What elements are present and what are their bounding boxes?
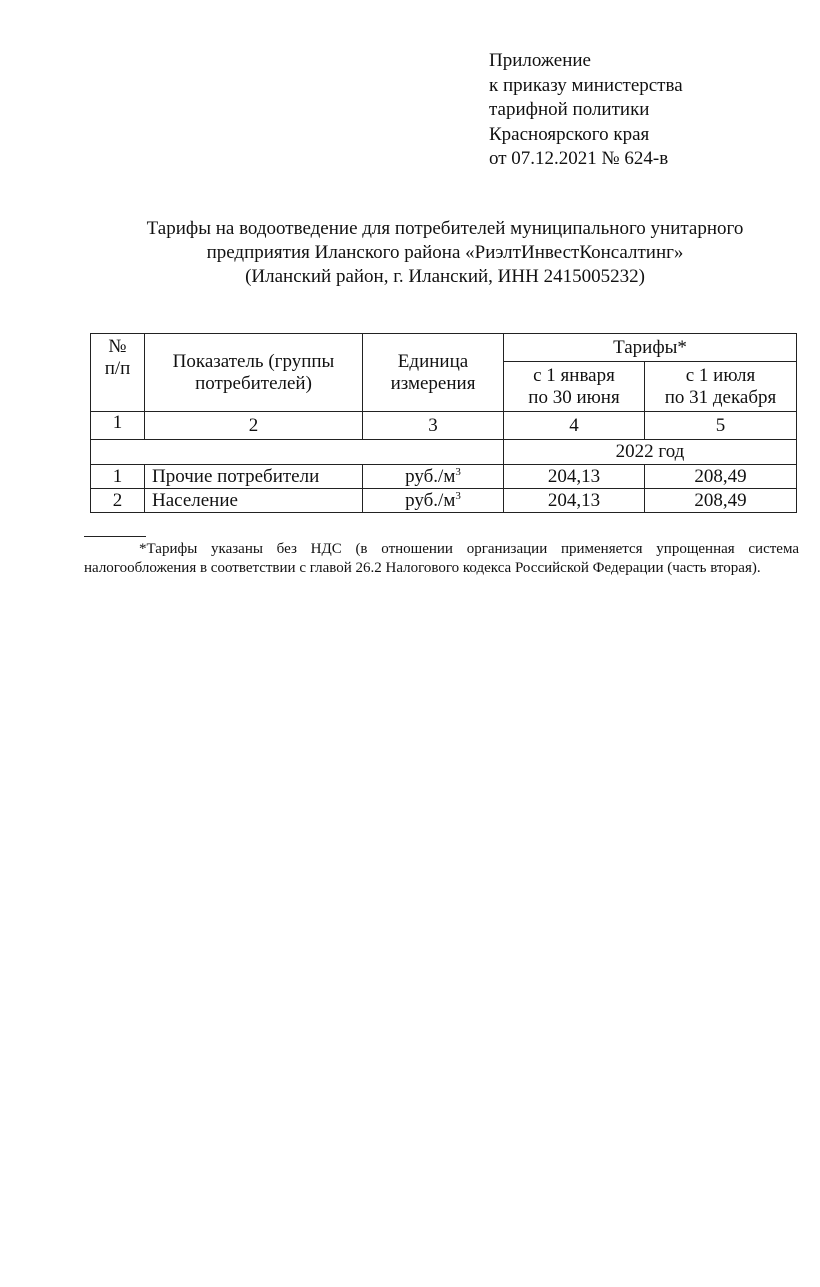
header-period-2: с 1 июля по 31 декабря	[645, 362, 797, 412]
document-title	[60, 217, 820, 289]
row-number: 1	[91, 465, 145, 489]
row-consumer-group: Прочие потребители	[145, 465, 363, 489]
appendix-line: Приложение	[489, 50, 591, 71]
header-period-1: с 1 января по 30 июня	[504, 362, 645, 412]
appendix-header	[489, 49, 683, 172]
year-row-empty	[91, 440, 504, 465]
row-tariff-period-1: 204,13	[504, 489, 645, 513]
column-number: 2	[145, 412, 363, 440]
column-number: 5	[645, 412, 797, 440]
row-tariff-period-2: 208,49	[645, 465, 797, 489]
table-row	[91, 489, 797, 513]
unit-superscript: 3	[455, 489, 461, 502]
unit-superscript: 3	[455, 465, 461, 478]
row-tariff-period-1: 204,13	[504, 465, 645, 489]
row-unit	[363, 489, 504, 513]
column-number: 1	[91, 412, 145, 440]
appendix-line: тарифной политики	[489, 99, 650, 120]
title-line: Тарифы на водоотведение для потребителей муниципального унитарного	[146, 218, 744, 239]
row-number: 2	[91, 489, 145, 513]
header-tariffs: Тарифы*	[504, 334, 797, 362]
header-unit: Единица измерения	[363, 334, 504, 412]
column-number: 3	[363, 412, 504, 440]
unit-text: руб./м	[405, 489, 456, 511]
title-line: (Иланский район, г. Иланский, ИНН 2415005232)	[245, 266, 645, 287]
appendix-line: к приказу министерства	[489, 74, 683, 96]
footnote: *Тарифы указаны без НДС (в отношении организации применяется упрощенная система налогообложения в соответствии с главой 26.2 Налогового кодекса Российской Федерации (часть вторая).	[84, 541, 799, 576]
year-row	[91, 440, 797, 465]
appendix-line: от 07.12.2021 № 624-в	[489, 148, 669, 169]
row-tariff-period-2: 208,49	[645, 489, 797, 513]
unit-text: руб./м	[405, 465, 456, 487]
row-unit	[363, 465, 504, 489]
appendix-line: Красноярского края	[489, 123, 650, 145]
tariff-table	[90, 333, 797, 513]
table-row	[91, 465, 797, 489]
title-line: предприятия Иланского района «РиэлтИнвестКонсалтинг»	[206, 242, 684, 263]
table-header-row	[91, 334, 797, 362]
row-consumer-group: Население	[145, 489, 363, 513]
footnote-divider	[84, 536, 146, 537]
column-number: 4	[504, 412, 645, 440]
column-number-row	[91, 412, 797, 440]
year-label: 2022 год	[504, 440, 797, 465]
header-indicator: Показатель (группы потребителей)	[145, 334, 363, 412]
header-number: № п/п	[91, 334, 145, 412]
